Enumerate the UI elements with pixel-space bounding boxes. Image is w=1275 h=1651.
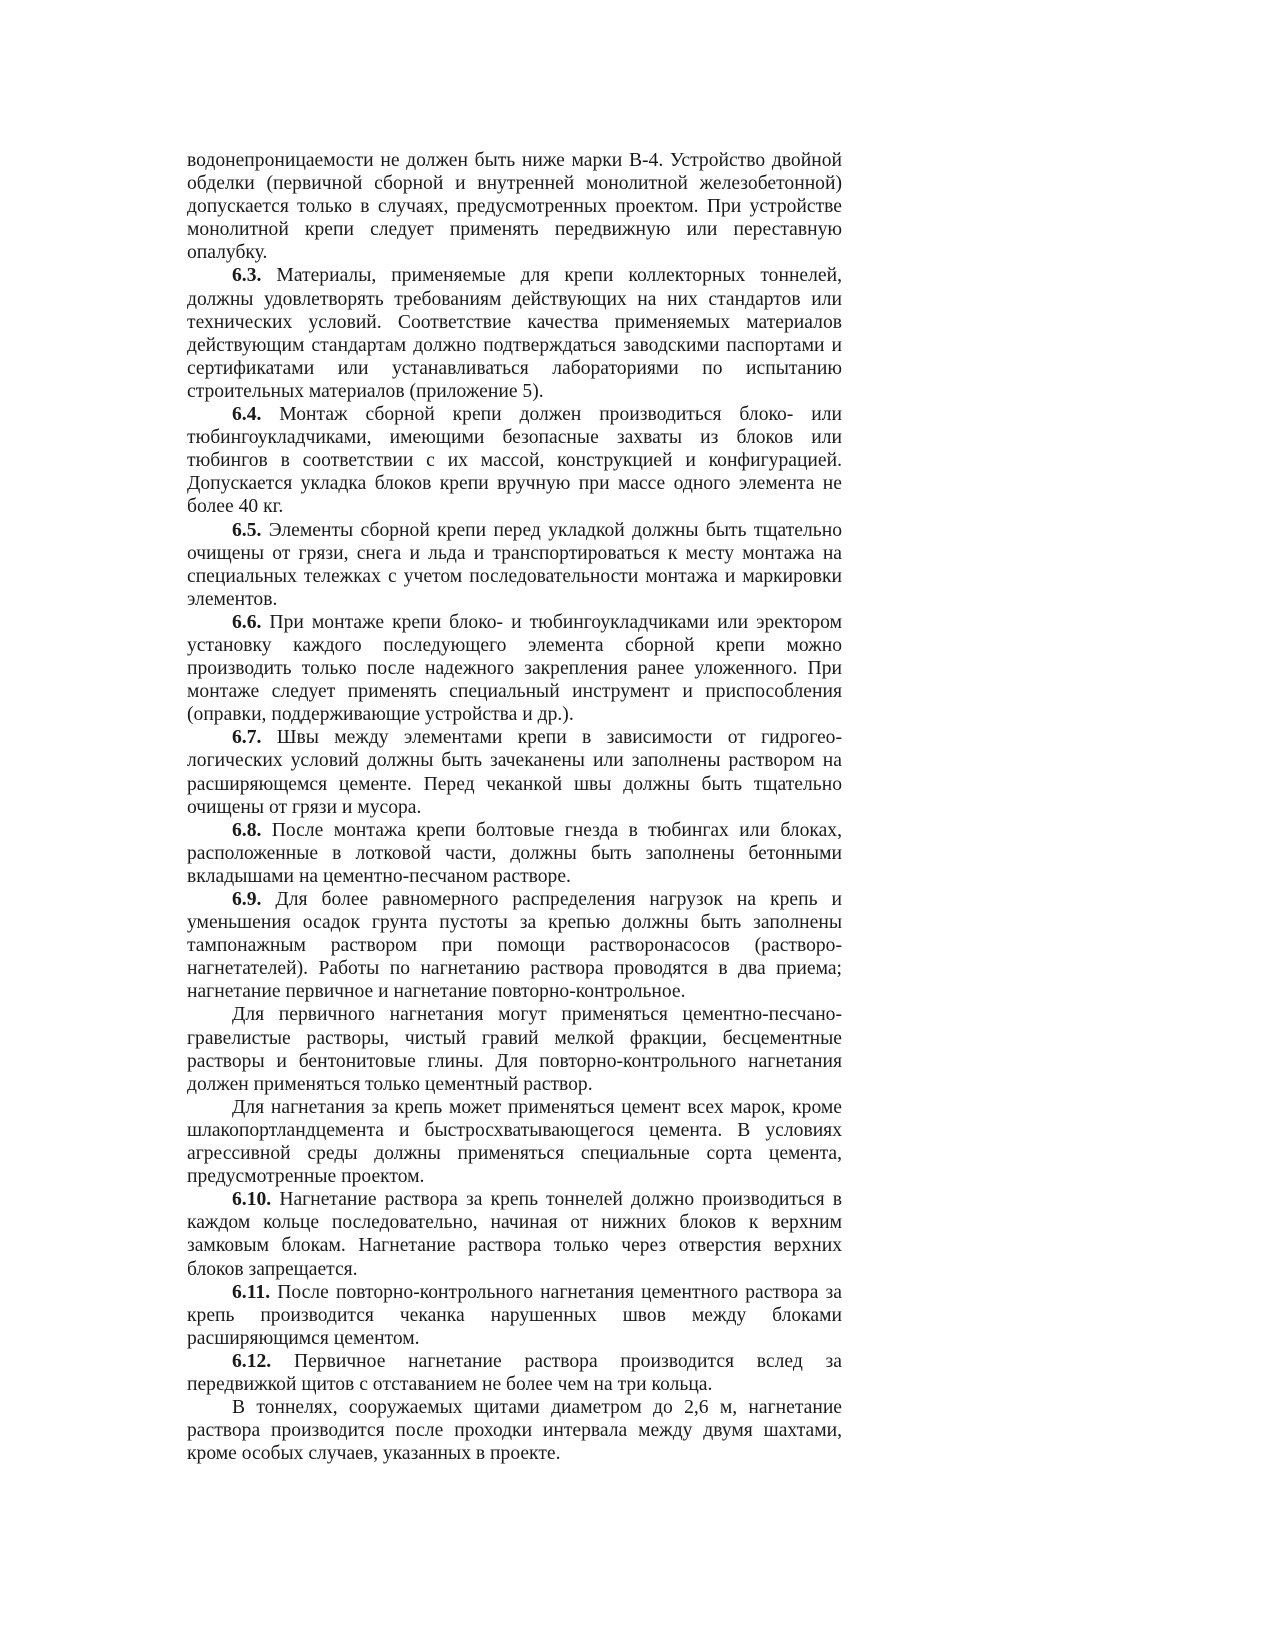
clause-number: 6.4.	[232, 404, 262, 426]
paragraph-text: Для более равномерного распределения нагрузок на крепь и уменьшения осадок грунта пустоты за крепью должны быть заполнены тампонажным раствором при помощи растворонасосов (растворо-нагнетателей). Работы по нагнетанию раствора проводятся в два приема; нагнетание первичное и нагнетание повторно-контрольное.	[187, 889, 842, 1003]
paragraph-text: Первичное нагнетание раствора производится вслед за передвижкой щитов с отставанием не более чем на три кольца.	[187, 1350, 842, 1395]
paragraph-6-7	[187, 726, 842, 818]
paragraph-text: После монтажа крепи болтовые гнезда в тюбингах или блоках, расположенные в лотковой части, должны быть заполнены бетонными вкладышами на цементно-песчаном растворе.	[187, 819, 842, 887]
paragraph-6-6	[187, 611, 842, 726]
paragraph-6-8	[187, 819, 842, 888]
paragraph-6-12-small-tunnels	[187, 1396, 842, 1465]
clause-number: 6.7.	[232, 727, 262, 749]
paragraph-6-11	[187, 1281, 842, 1350]
document-page	[187, 149, 842, 1465]
paragraph-6-9	[187, 888, 842, 1003]
paragraph-text: Для первичного нагнетания могут применяться цементно-песчано-гравелистые растворы, чистый гравий мелкой фракции, бесцементные растворы и бентонитовые глины. Для повторно-контрольного нагнетания должен применяться только цементный раствор.	[187, 1004, 842, 1095]
paragraph-text: водонепроницаемости не должен быть ниже марки В-4. Устройство двойной обделки (первичной сборной и внутренней монолитной железобетонной) допускается только в случаях, предусмотренных проектом. При устройстве монолитной крепи следует применять передвижную или переставную опалубку.	[187, 150, 842, 264]
paragraph-6-5	[187, 519, 842, 611]
clause-number: 6.8.	[232, 819, 262, 841]
paragraph-text: Нагнетание раствора за крепь тоннелей должно производиться в каждом кольце последовательно, начиная от нижних блоков к верхним замковым блокам. Нагнетание раствора только через отверстия верхних блоков запрещается.	[187, 1189, 842, 1280]
paragraph-continuation	[187, 149, 842, 264]
paragraph-6-12	[187, 1350, 842, 1396]
clause-number: 6.6.	[232, 611, 262, 633]
paragraph-text: Монтаж сборной крепи должен производиться блоко- или тюбингоукладчиками, имеющими безопасные захваты из блоков или тюбингов в соответствии с их массой, конструкцией и конфигурацией. Допускается укладка блоков крепи вручную при массе одного элемента не более 40 кг.	[187, 404, 842, 518]
paragraph-text: При монтаже крепи блоко- и тюбингоукладчиками или эректором установку каждого последующего элемента сборной крепи можно производить только после надежного закрепления ранее уложенного. При монтаже следует применять специальный инструмент и приспособления (оправки, поддерживающие устройства и др.).	[187, 611, 842, 726]
paragraph-6-9-primary-injection	[187, 1003, 842, 1095]
paragraph-6-9-cement-types	[187, 1096, 842, 1188]
clause-number: 6.9.	[232, 889, 262, 910]
paragraph-text: Для нагнетания за крепь может применяться цемент всех марок, кроме шлакопортландцемента и быстросхватывающегося цемента. В условиях агрессивной среды должны применяться специальные сорта цемента, предусмотренные проектом.	[187, 1096, 842, 1188]
clause-number: 6.3.	[232, 265, 262, 287]
clause-number: 6.12.	[232, 1350, 272, 1372]
paragraph-text: Материалы, применяемые для крепи коллекторных тоннелей, должны удовлетворять требованиям действующих на них стандартов или технических условий. Соответствие качества применяемых материалов действующим стандартам должно подтверждаться заводскими паспортами и сертификатами или устанавливаться лабораториями по испытанию строительных материалов (приложение 5).	[187, 265, 842, 402]
paragraph-text: Элементы сборной крепи перед укладкой должны быть тщательно очищены от грязи, снега и льда и транспортироваться к месту монтажа на специальных тележках с учетом последовательности монтажа и маркировки элементов.	[187, 519, 842, 610]
paragraph-6-4	[187, 403, 842, 518]
clause-number: 6.11.	[232, 1281, 271, 1303]
paragraph-6-3	[187, 264, 842, 403]
paragraph-6-10	[187, 1188, 842, 1280]
paragraph-text: После повторно-контрольного нагнетания цементного раствора за крепь производится чеканка нарушенных швов между блоками расширяющимся цементом.	[187, 1281, 842, 1349]
paragraph-text: Швы между элементами крепи в зависимости от гидрогео-логических условий должны быть зачеканены или заполнены раствором на расширяющемся цементе. Перед чеканкой швы должны быть тщательно очищены от грязи и мусора.	[187, 727, 842, 818]
paragraph-text: В тоннелях, сооружаемых щитами диаметром до 2,6 м, нагнетание раствора производится после проходки интервала между двумя шахтами, кроме особых случаев, указанных в проекте.	[187, 1397, 842, 1465]
clause-number: 6.5.	[232, 519, 262, 541]
clause-number: 6.10.	[232, 1189, 272, 1211]
